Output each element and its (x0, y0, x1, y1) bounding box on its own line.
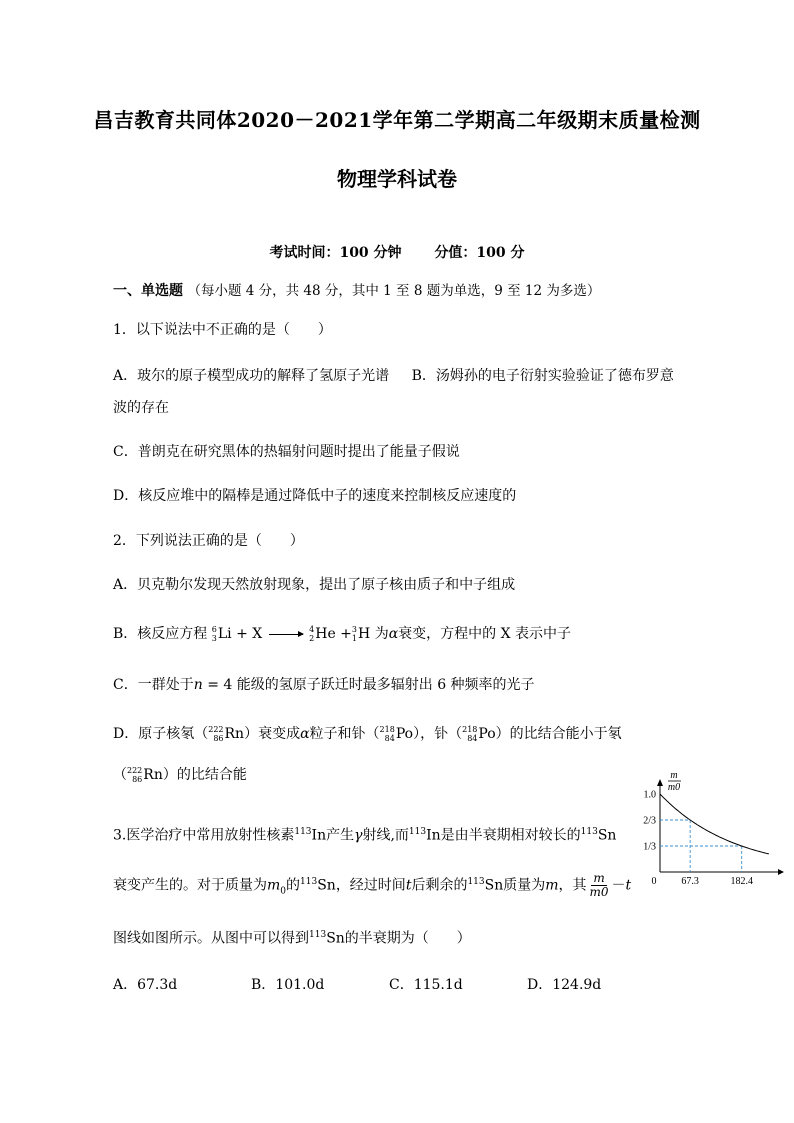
h-symbol: H (358, 626, 371, 642)
section-title: 一、单选题 (113, 283, 183, 299)
po-isotope: 218 84 (379, 725, 395, 743)
q1-option-c: C．普朗克在研究黑体的热辐射问题时提出了能量子假说 (113, 444, 460, 460)
section-desc: （每小题 4 分，共 48 分，其中 1 至 8 题为单选，9 至 12 为多选） (187, 283, 601, 299)
section-heading (113, 281, 600, 301)
q2-option-b: B．核反应方程 6 3 Li + X 4 2 He + 3 1 H 为α衰变，方程中的 X 表示中子 (113, 625, 572, 643)
he-symbol: He (315, 626, 336, 642)
y-axis-label-num: m (670, 770, 678, 781)
decay-curve (660, 794, 769, 854)
exam-score: 分值：100 分 (434, 245, 525, 261)
q3-option-d: D．124.9d (527, 977, 602, 993)
rn-isotope-2: 222 86 (127, 766, 143, 784)
m-over-m0-fraction: $\frac{m}{m0}$ (589, 871, 609, 900)
li-symbol: Li (217, 626, 232, 642)
q1-options-ab (113, 366, 674, 386)
q1-option-b: B．汤姆孙的电子衍射实验验证了德布罗意 (411, 368, 674, 384)
q3-option-c: C．115.1d (389, 977, 463, 993)
reaction-arrow (269, 634, 303, 635)
q3-stem-line3: 图线如图所示。从图中可以得到$^{113}$Sn的半衰期为（ ） (113, 930, 471, 947)
q2-option-b-label: B．核反应方程 (113, 626, 208, 642)
y-tick-label: 2/3 (643, 815, 656, 827)
q2-option-c: C．一群处于n = 4 能级的氢原子跃迁时最多辐射出 6 种频率的光子 (113, 677, 535, 693)
q1-option-b-cont: 波的存在 (113, 400, 169, 416)
po-isotope-2: 218 84 (462, 725, 478, 743)
exam-title: 昌吉教育共同体2020－2021学年第二学期高二年级期末质量检测 (93, 108, 701, 132)
q2-option-d: D．原子核氡（ 222 86 Rn）衰变成α粒子和钋（ 218 84 Po），钋（ 218 84 Po）的比结合能小于氡 (113, 725, 622, 743)
q2-stem: 2．下列说法正确的是（ ） (113, 533, 304, 549)
q3-stem-line1: 3.医学治疗中常用放射性核素$^{113}$In产生γ射线,而$^{113}$In是由半衰期相对较长的$^{113}$Sn (113, 827, 617, 844)
q1-option-a: A．玻尔的原子模型成功的解释了氢原子光谱 (113, 368, 390, 384)
q2-option-d-cont: （ 222 86 Rn）的比结合能 (113, 766, 247, 784)
x-tick-label: 182.4 (730, 876, 753, 887)
q3-stem-line2: 衰变产生的。对于质量为$m_0$的$^{113}$Sn，经过时间t后剩余的$^{113}$Sn质量为m，其 $\frac{m}{m0}$ －t (113, 871, 632, 900)
x-symbol: X (252, 626, 263, 642)
alpha-symbol: α (388, 626, 399, 642)
q1-stem: 1．以下说法中不正确的是（ ） (113, 322, 332, 338)
li-isotope: 6 3 (211, 625, 217, 643)
x-axis-arrow (778, 869, 784, 875)
exam-time: 考试时间：100 分钟 (269, 245, 402, 261)
y-axis-label-den: m0 (667, 782, 681, 793)
exam-subtitle: 物理学科试卷 (337, 167, 457, 191)
rn-isotope: 222 86 (208, 725, 224, 743)
q1-option-d: D．核反应堆中的隔棒是通过降低中子的速度来控制核反应速度的 (113, 488, 517, 504)
q3-options (113, 975, 665, 995)
x-tick-label: 67.3 (681, 876, 699, 887)
q3-option-b: B．101.0d (251, 977, 325, 993)
x-tick-label: 0 (651, 876, 657, 887)
y-tick-label: 1/3 (643, 841, 656, 853)
h-isotope: 3 1 (351, 625, 358, 643)
decay-chart (630, 768, 790, 890)
exam-meta (0, 242, 794, 262)
q3-option-a: A．67.3d (113, 977, 178, 993)
y-tick-label: 1.0 (643, 789, 656, 801)
he-isotope: 4 2 (309, 625, 315, 643)
y-axis-arrow (657, 779, 663, 786)
q2-option-a: A．贝克勒尔发现天然放射现象，提出了原子核由质子和中子组成 (113, 577, 516, 593)
